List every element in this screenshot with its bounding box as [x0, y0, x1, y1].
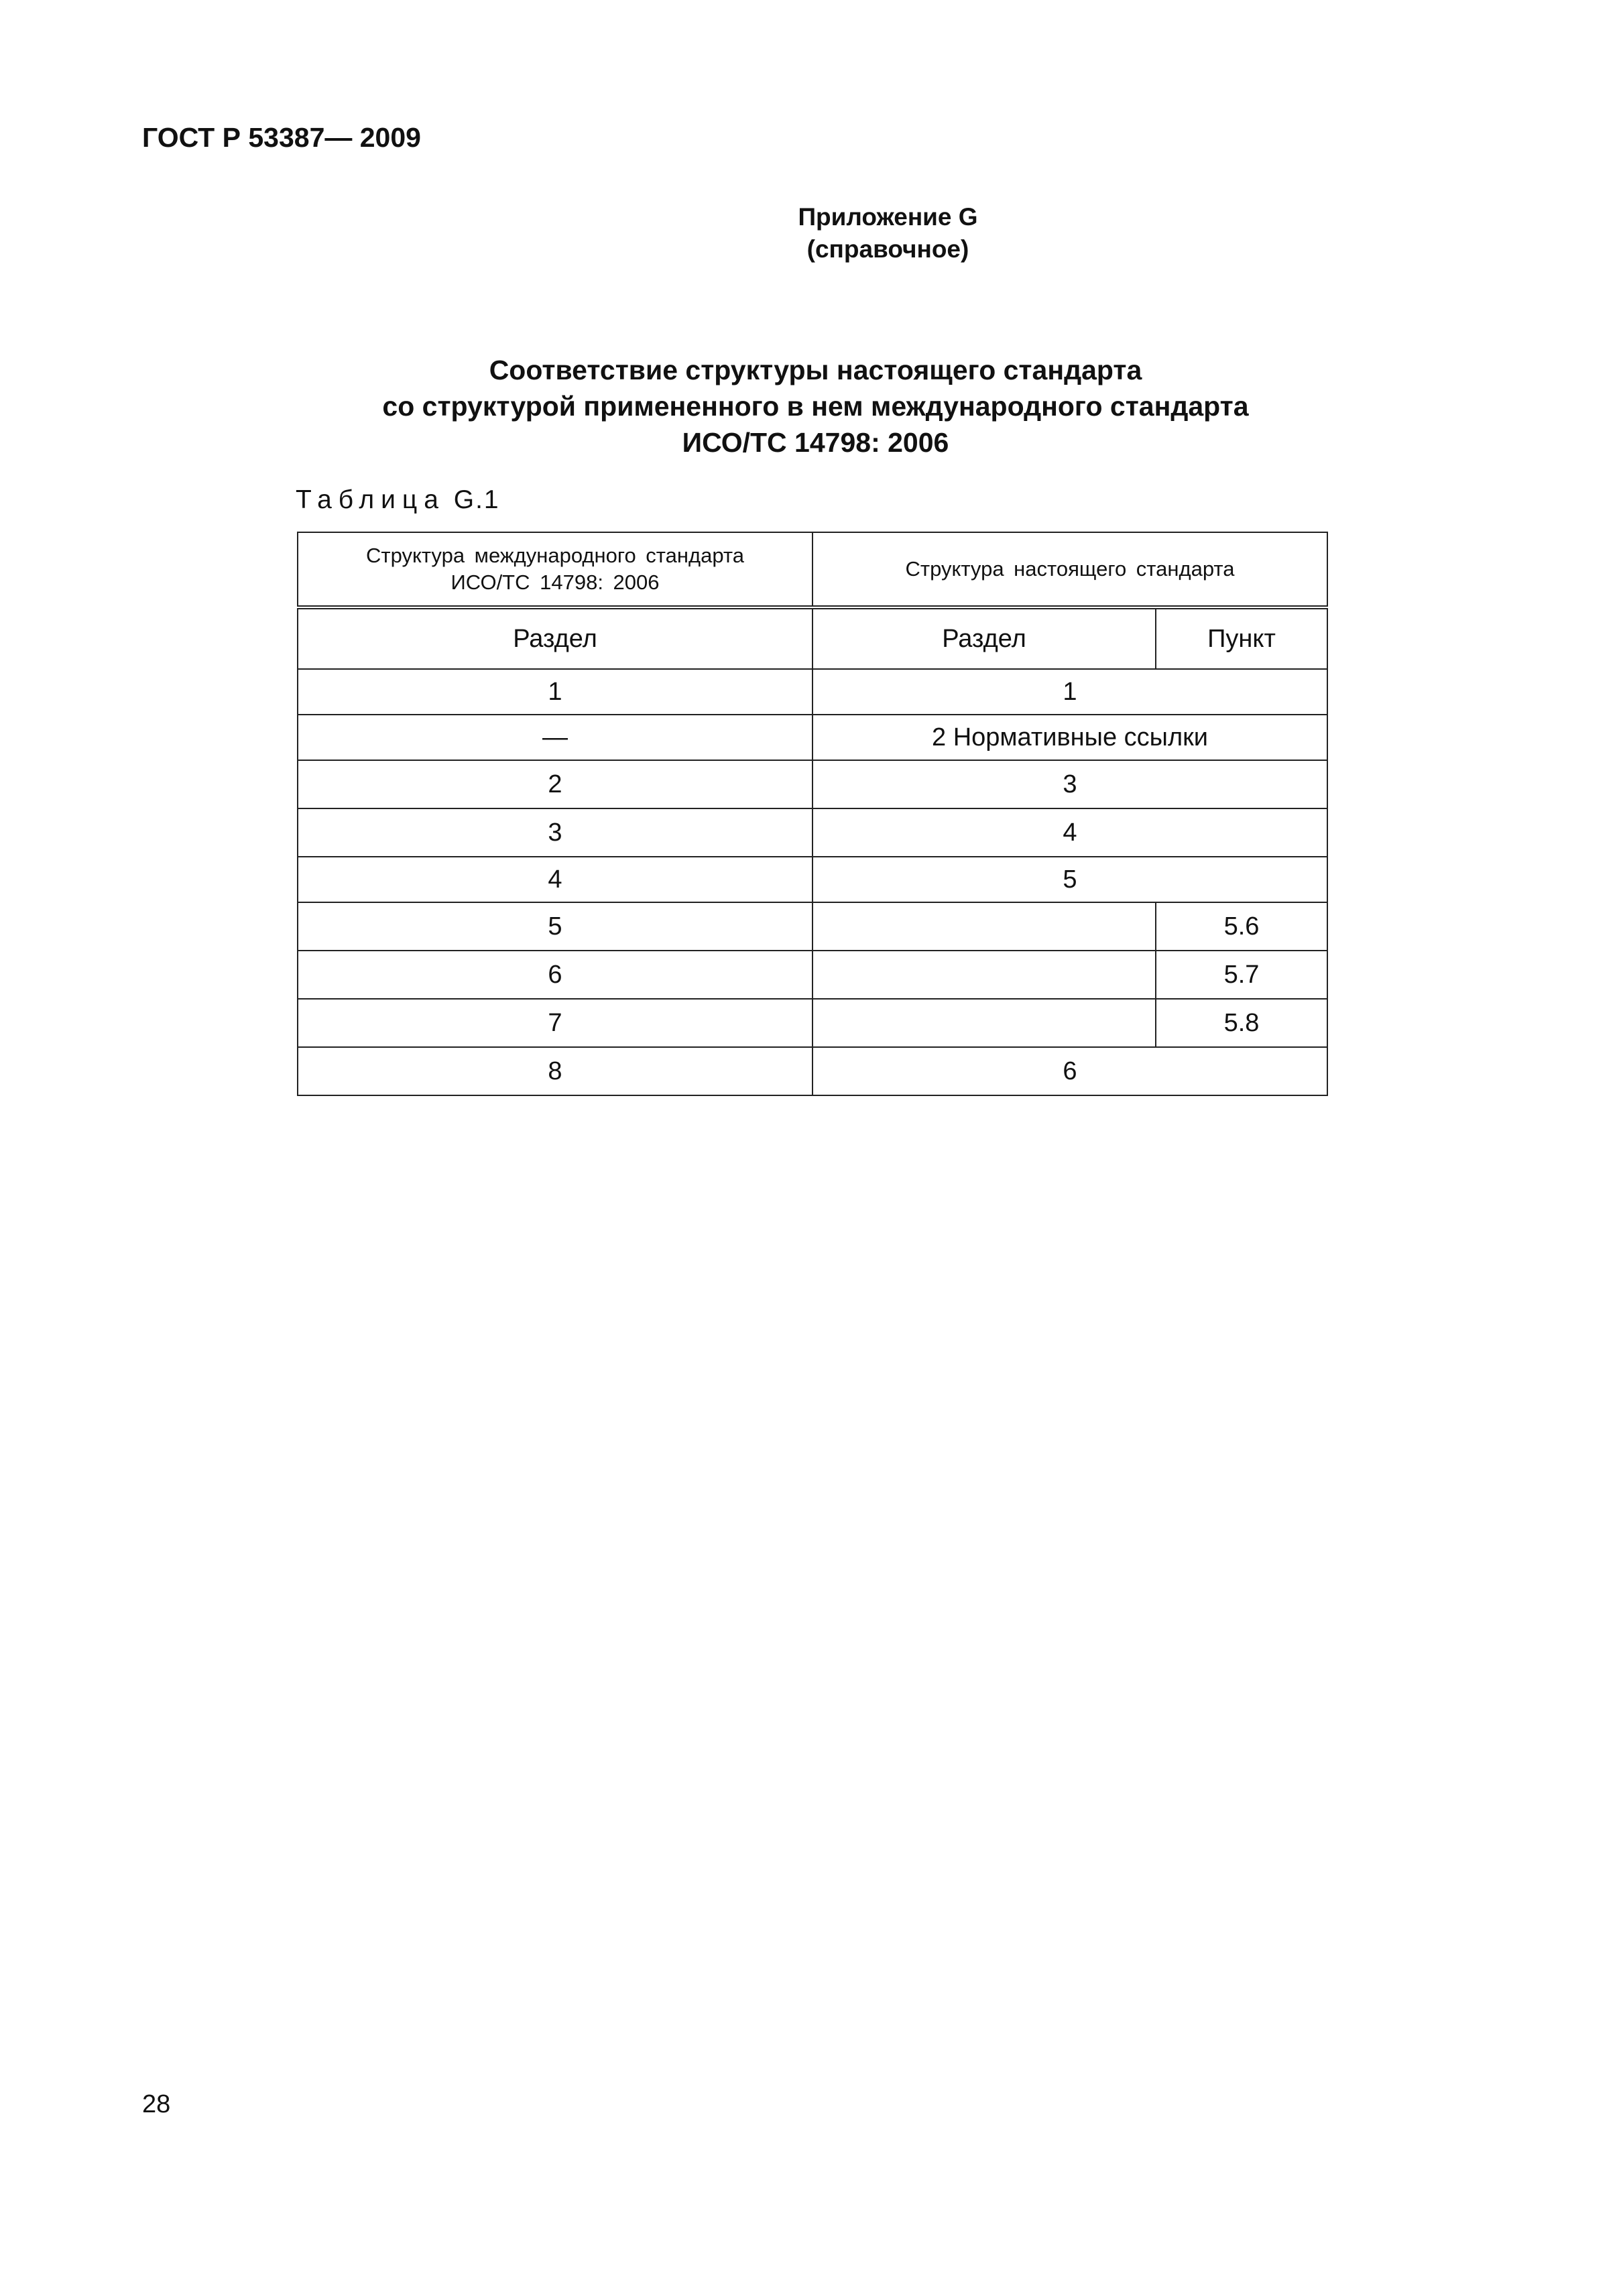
subheader-intl-section: Раздел [298, 607, 813, 669]
subheader-nat-clause: Пункт [1156, 607, 1327, 669]
title-line-1: Соответствие структуры настоящего стандарта [489, 355, 1142, 385]
cell-nat-section: 2 Нормативные ссылки [813, 715, 1327, 760]
cell-intl: 1 [298, 669, 813, 715]
title-line-2: со структурой примененного в нем международного стандарта [382, 391, 1249, 422]
cell-intl: 7 [298, 999, 813, 1047]
appendix-heading [0, 201, 1623, 265]
header-intl-line-1: Структура международного стандарта [366, 544, 744, 567]
cell-nat-clause: 5.8 [1156, 999, 1327, 1047]
cell-intl: 3 [298, 808, 813, 857]
table-caption-word: Таблица [296, 485, 445, 514]
cell-intl: 8 [298, 1047, 813, 1095]
cell-intl: 2 [298, 760, 813, 808]
table-row [298, 715, 1327, 760]
header-intl-line-2: ИСО/ТС 14798: 2006 [450, 570, 660, 594]
cell-nat-section: 6 [813, 1047, 1327, 1095]
table-row [298, 951, 1327, 999]
title-line-3: ИСО/ТС 14798: 2006 [682, 427, 949, 458]
cell-intl: 5 [298, 902, 813, 951]
table-row [298, 669, 1327, 715]
cell-nat-section [813, 951, 1156, 999]
cell-nat-clause: 5.7 [1156, 951, 1327, 999]
table-row [298, 999, 1327, 1047]
cell-nat-clause: 5.6 [1156, 902, 1327, 951]
cell-intl: 4 [298, 857, 813, 902]
cell-nat-section [813, 902, 1156, 951]
document-code: ГОСТ Р 53387— 2009 [142, 122, 421, 153]
cell-intl: 6 [298, 951, 813, 999]
correspondence-table [297, 532, 1328, 1096]
cell-intl: — [298, 715, 813, 760]
appendix-label: Приложение G [798, 203, 978, 231]
cell-nat-section: 4 [813, 808, 1327, 857]
document-title [0, 352, 1623, 461]
page-number: 28 [142, 2090, 171, 2118]
table-subheader-row [298, 607, 1327, 669]
cell-nat-section: 1 [813, 669, 1327, 715]
subheader-nat-section: Раздел [813, 607, 1156, 669]
appendix-type: (справочное) [806, 235, 969, 263]
table-row [298, 857, 1327, 902]
table-row [298, 902, 1327, 951]
header-intl-structure [298, 532, 813, 607]
table-row [298, 1047, 1327, 1095]
cell-nat-section [813, 999, 1156, 1047]
table-row [298, 760, 1327, 808]
table-caption [296, 485, 500, 515]
header-national-structure: Структура настоящего стандарта [813, 532, 1327, 607]
cell-nat-section: 5 [813, 857, 1327, 902]
table-caption-number: G.1 [453, 485, 500, 514]
cell-nat-section: 3 [813, 760, 1327, 808]
table-row [298, 808, 1327, 857]
table-header-row [298, 532, 1327, 607]
